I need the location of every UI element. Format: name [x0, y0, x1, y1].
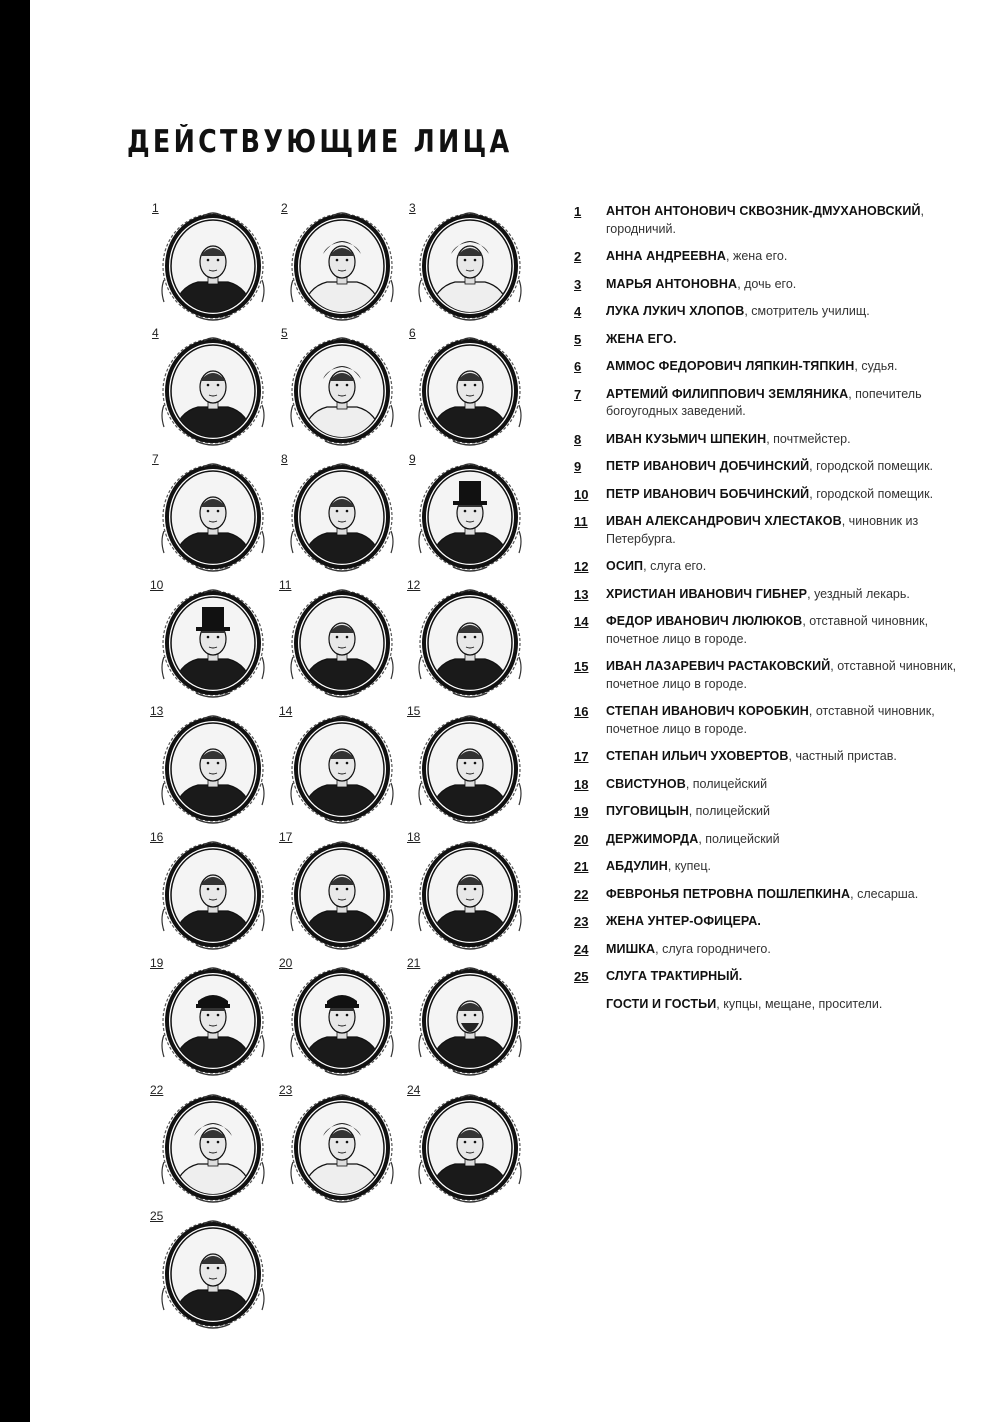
portrait-man-icon: [158, 335, 268, 447]
cast-description: , городской помещик.: [809, 459, 934, 473]
cast-description: , отставной чиновник, почетное лицо в городе.: [606, 704, 935, 736]
cast-entry: [574, 276, 974, 294]
portrait-merchant-icon: [415, 965, 525, 1077]
cast-text: [606, 303, 974, 321]
cast-name: ФЕДОР ИВАНОВИЧ ЛЮЛЮКОВ: [606, 614, 803, 628]
cast-number: 6: [574, 359, 582, 374]
cast-description: , слуга его.: [643, 559, 707, 573]
cast-text: [606, 458, 974, 476]
cast-number: 9: [574, 459, 582, 474]
cast-description: , городничий.: [606, 204, 925, 236]
portrait-man-icon: [415, 335, 525, 447]
portrait-19: [150, 956, 268, 1077]
cast-number: 7: [574, 386, 582, 402]
cast-description: , слесарша.: [850, 886, 919, 901]
cast-entry: [574, 748, 974, 766]
portrait-number: 6: [409, 326, 416, 340]
portrait-9: [409, 452, 525, 573]
cast-name: ПЕТР ИВАНОВИЧ БОБЧИНСКИЙ: [606, 486, 810, 501]
cast-entry: [574, 941, 974, 959]
cast-text: [606, 586, 974, 604]
cast-number: 17: [574, 749, 589, 764]
portrait-number: 25: [150, 1209, 164, 1223]
portrait-woman-icon: [287, 335, 397, 447]
portrait-17: [279, 830, 397, 951]
cast-entry: [574, 203, 974, 238]
cast-entry: [574, 586, 974, 604]
portrait-15: [407, 704, 525, 825]
cast-entry: [574, 486, 974, 504]
cast-entry: [574, 703, 974, 738]
portrait-24: [407, 1083, 525, 1204]
cast-number: 1: [574, 204, 582, 219]
portrait-mayor-icon: [158, 210, 268, 322]
cast-description: , чиновник из Петербурга.: [606, 514, 919, 546]
cast-description: , отставной чиновник, почетное лицо в городе.: [606, 659, 957, 691]
cast-entry: [574, 358, 974, 376]
portrait-number: 1: [152, 201, 159, 215]
portrait-number: 5: [281, 326, 288, 340]
portrait-number: 2: [281, 201, 288, 215]
portrait-number: 11: [279, 578, 292, 592]
cast-text: [606, 658, 974, 693]
portrait-number: 8: [281, 452, 288, 466]
portrait-man-icon: [415, 839, 525, 951]
cast-name: ОСИП: [606, 559, 644, 573]
cast-description: , полицейский: [688, 804, 771, 818]
cast-description: , купцы, мещане, просители.: [716, 996, 883, 1011]
cast-number: 22: [574, 886, 589, 902]
cast-number: 4: [574, 304, 582, 319]
cast-number: 15: [574, 659, 589, 674]
portrait-man-top-hat-icon: [158, 587, 268, 699]
portrait-man-icon: [287, 713, 397, 825]
cast-name: АММОС ФЕДОРОВИЧ ЛЯПКИН-ТЯПКИН: [606, 359, 855, 373]
cast-number: 13: [574, 586, 589, 602]
portrait-man-icon: [158, 713, 268, 825]
cast-name: ИВАН ЛАЗАРЕВИЧ РАСТАКОВСКИЙ: [606, 659, 831, 673]
cast-name: АБДУЛИН: [606, 859, 668, 873]
cast-entry: [574, 431, 974, 449]
cast-name: АННА АНДРЕЕВНА: [606, 249, 727, 263]
cast-description: , почтмейстер.: [766, 431, 851, 446]
portrait-man-icon: [287, 839, 397, 951]
page-title: ДЕЙСТВУЮЩИЕ ЛИЦА: [127, 124, 513, 160]
portrait-number: 17: [279, 830, 293, 844]
cast-name: ГОСТИ И ГОСТЬИ: [606, 996, 717, 1011]
portrait-servant-icon: [415, 587, 525, 699]
cast-text: [606, 886, 974, 904]
cast-text: [606, 558, 974, 576]
portrait-boy-icon: [415, 1092, 525, 1204]
portrait-woman-icon: [287, 210, 397, 322]
portrait-5: [281, 326, 397, 447]
cast-text: [606, 513, 974, 548]
cast-text: [606, 858, 974, 876]
cast-description: , смотритель училищ.: [744, 304, 870, 318]
portrait-20: [279, 956, 397, 1077]
cast-name: СЛУГА ТРАКТИРНЫЙ.: [606, 969, 743, 983]
cast-entry: [574, 513, 974, 548]
portrait-1: [152, 201, 268, 322]
portrait-number: 4: [152, 326, 159, 340]
portrait-13: [150, 704, 268, 825]
portrait-man-top-hat-icon: [415, 461, 525, 573]
cast-number: 11: [574, 514, 588, 529]
cast-description: , полицейский: [698, 831, 780, 846]
portrait-number: 23: [279, 1083, 293, 1097]
cast-number: 8: [574, 431, 582, 447]
cast-number: 18: [574, 776, 589, 792]
portrait-16: [150, 830, 268, 951]
portrait-number: 22: [150, 1083, 164, 1097]
cast-entry: [574, 458, 974, 476]
cast-text: [606, 276, 974, 294]
portrait-number: 10: [150, 578, 164, 592]
cast-number: 3: [574, 276, 582, 292]
portrait-8: [281, 452, 397, 573]
portrait-number: 21: [407, 956, 421, 970]
cast-entry: [574, 658, 974, 693]
portrait-man-icon: [158, 461, 268, 573]
cast-text: [606, 431, 974, 449]
cast-description: , дочь его.: [737, 276, 797, 291]
cast-entry: [574, 831, 974, 849]
cast-description: , отставной чиновник, почетное лицо в городе.: [606, 614, 929, 646]
portrait-number: 20: [279, 956, 293, 970]
portrait-25: [150, 1209, 268, 1330]
cast-number: 10: [574, 486, 589, 502]
cast-entry: [574, 558, 974, 576]
cast-entry: [574, 886, 974, 904]
cast-name: МИШКА: [606, 941, 656, 956]
portrait-number: 16: [150, 830, 164, 844]
portrait-number: 15: [407, 704, 421, 718]
cast-text: [606, 996, 974, 1014]
cast-number: 20: [574, 831, 589, 847]
cast-list: [574, 203, 974, 1023]
portrait-number: 3: [409, 201, 416, 215]
cast-name: ИВАН КУЗЬМИЧ ШПЕКИН: [606, 431, 767, 446]
cast-text: [606, 776, 974, 794]
cast-number: 2: [574, 249, 582, 264]
cast-number: 16: [574, 704, 589, 719]
cast-number: 14: [574, 614, 589, 629]
portrait-policeman-icon: [158, 965, 268, 1077]
cast-text: [606, 748, 974, 766]
portrait-man-icon: [287, 461, 397, 573]
cast-name: ЛУКА ЛУКИЧ ХЛОПОВ: [606, 304, 745, 318]
portrait-woman-icon: [158, 1092, 268, 1204]
portrait-number: 18: [407, 830, 421, 844]
portrait-4: [152, 326, 268, 447]
cast-number: 21: [574, 859, 589, 874]
portrait-number: 24: [407, 1083, 421, 1097]
cast-description: , городской помещик.: [809, 486, 934, 501]
portrait-policeman-icon: [287, 965, 397, 1077]
portrait-21: [407, 956, 525, 1077]
cast-text: [606, 913, 974, 931]
portrait-23: [279, 1083, 397, 1204]
portrait-man-icon: [158, 839, 268, 951]
cast-name: АРТЕМИЙ ФИЛИППОВИЧ ЗЕМЛЯНИКА: [606, 386, 849, 401]
cast-text: [606, 331, 974, 349]
portrait-number: 7: [152, 452, 159, 466]
cast-description: , полицейский: [685, 776, 768, 791]
cast-text: [606, 941, 974, 959]
portrait-10: [150, 578, 268, 699]
cast-number: 24: [574, 941, 589, 957]
portrait-number: 19: [150, 956, 164, 970]
cast-text: [606, 703, 974, 738]
cast-name: СТЕПАН ИВАНОВИЧ КОРОБКИН: [606, 704, 809, 718]
portrait-woman-icon: [287, 1092, 397, 1204]
cast-text: [606, 386, 974, 421]
cast-text: [606, 968, 974, 986]
cast-name: СТЕПАН ИЛЬИЧ УХОВЕРТОВ: [606, 749, 789, 763]
cast-text: [606, 248, 974, 266]
cast-name: МАРЬЯ АНТОНОВНА: [606, 276, 738, 291]
cast-name: ЖЕНА ЕГО.: [606, 331, 677, 346]
cast-name: ФЕВРОНЬЯ ПЕТРОВНА ПОШЛЕПКИНА: [606, 886, 851, 901]
cast-entry: [574, 776, 974, 794]
portrait-man-icon: [287, 587, 397, 699]
cast-name: АНТОН АНТОНОВИЧ СКВОЗНИК-ДМУХАНОВСКИЙ: [606, 204, 921, 218]
cast-entry: [574, 248, 974, 266]
cast-number: 25: [574, 969, 589, 984]
portrait-14: [279, 704, 397, 825]
cast-entry: [574, 303, 974, 321]
cast-description: , слуга городничего.: [655, 941, 771, 956]
cast-name: ХРИСТИАН ИВАНОВИЧ ГИБНЕР: [606, 586, 808, 601]
portrait-girl-icon: [415, 210, 525, 322]
cast-description: , купец.: [667, 859, 712, 873]
cast-entry: [574, 613, 974, 648]
cast-entry: [574, 996, 974, 1014]
portrait-11: [279, 578, 397, 699]
cast-description: , попечитель богоугодных заведений.: [606, 386, 922, 418]
cast-description: , уездный лекарь.: [807, 586, 910, 601]
portrait-man-icon: [415, 713, 525, 825]
portrait-7: [152, 452, 268, 573]
cast-text: [606, 358, 974, 376]
cast-description: , жена его.: [726, 249, 788, 263]
cast-entry: [574, 803, 974, 821]
portrait-18: [407, 830, 525, 951]
cast-name: ПУГОВИЦЫН: [606, 804, 689, 818]
cast-text: [606, 486, 974, 504]
cast-name: СВИСТУНОВ: [606, 776, 686, 791]
portrait-number: 13: [150, 704, 164, 718]
cast-entry: [574, 331, 974, 349]
cast-text: [606, 613, 974, 648]
cast-description: , частный пристав.: [788, 749, 897, 763]
cast-text: [606, 203, 974, 238]
cast-number: 5: [574, 331, 582, 347]
portrait-number: 12: [407, 578, 421, 592]
cast-description: , судья.: [854, 359, 898, 373]
portrait-number: 14: [279, 704, 293, 718]
portrait-22: [150, 1083, 268, 1204]
portrait-servant-icon: [158, 1218, 268, 1330]
cast-name: ИВАН АЛЕКСАНДРОВИЧ ХЛЕСТАКОВ: [606, 514, 842, 528]
portrait-6: [409, 326, 525, 447]
cast-entry: [574, 913, 974, 931]
cast-number: 12: [574, 559, 589, 574]
cast-name: ДЕРЖИМОРДА: [606, 831, 699, 846]
cast-name: ПЕТР ИВАНОВИЧ ДОБЧИНСКИЙ: [606, 459, 810, 473]
cast-text: [606, 831, 974, 849]
cast-number: 23: [574, 914, 589, 929]
cast-entry: [574, 386, 974, 421]
cast-name: ЖЕНА УНТЕР-ОФИЦЕРА.: [606, 914, 761, 928]
portrait-3: [409, 201, 525, 322]
cast-entry: [574, 858, 974, 876]
cast-number: 19: [574, 804, 589, 819]
cast-entry: [574, 968, 974, 986]
portrait-number: 9: [409, 452, 416, 466]
cast-text: [606, 803, 974, 821]
portrait-12: [407, 578, 525, 699]
portrait-2: [281, 201, 397, 322]
